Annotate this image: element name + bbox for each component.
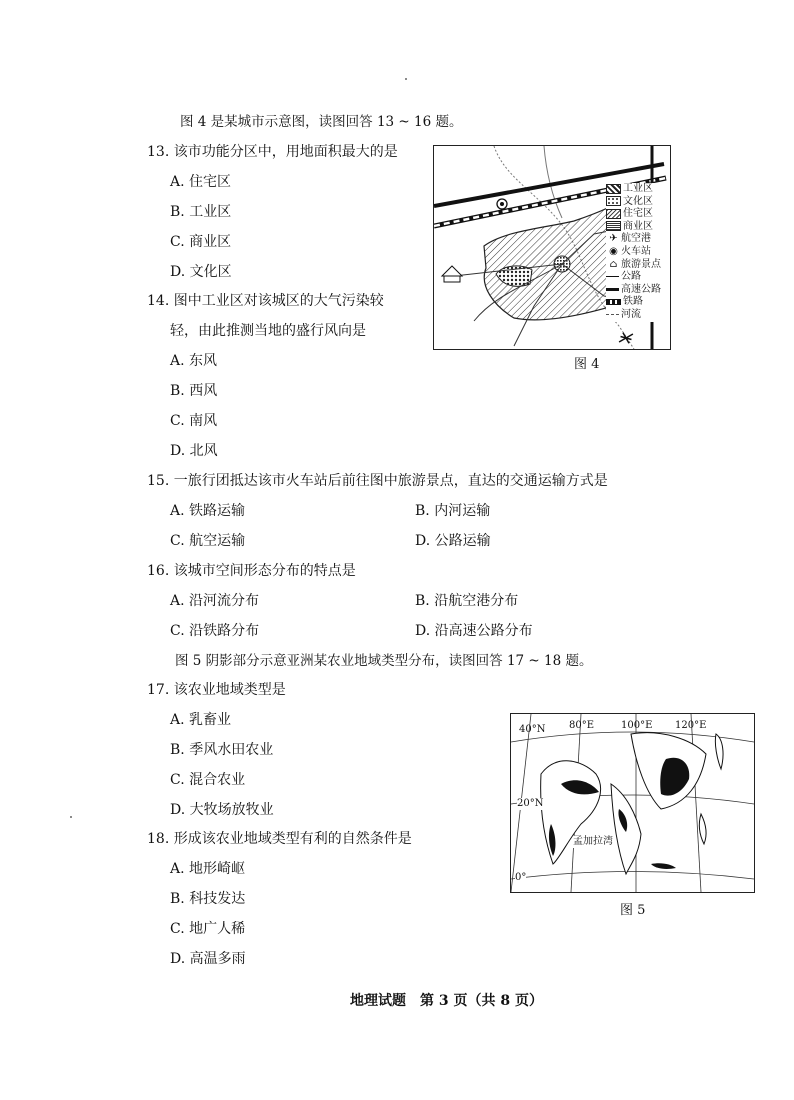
legend-item-industrial: 工业区 [606,183,668,196]
q14-option-b: B. 西风 [170,383,218,399]
q16-stem: 16. 该城市空间形态分布的特点是 [147,563,356,579]
lon-line-120e [691,714,701,892]
lat-label-20n: 20°N [517,798,544,809]
q14-option-a: A. 东风 [170,353,218,369]
train-station-icon: ◉ [609,245,618,257]
q13-stem: 13. 该市功能分区中，用地面积最大的是 [147,144,398,160]
q15-option-c: C. 航空运输 [170,533,246,549]
q18-option-b: B. 科技发达 [170,891,246,907]
q13-option-a: A. 住宅区 [170,174,232,190]
figure-5-asia-map [510,713,755,893]
legend-item-train-station: ◉ 火车站 [606,246,668,259]
q13-option-b: B. 工业区 [170,204,232,220]
legend-item-railway: 铁路 [606,296,668,309]
legend-item-residential: 住宅区 [606,208,668,221]
asia-map-drawing [511,714,754,892]
q15-option-b: B. 内河运输 [415,503,491,519]
q18-stem: 18. 形成该农业地域类型有利的自然条件是 [147,831,412,847]
q17-option-c: C. 混合农业 [170,772,246,788]
q14-option-d: D. 北风 [170,443,218,459]
scan-speck [405,78,407,80]
legend-item-highway: 高速公路 [606,284,668,297]
intro-fig4: 图 4 是某城市示意图，读图回答 13 ~ 16 题。 [180,114,463,130]
page-footer: 地理试题 第 3 页（共 8 页） [350,993,543,1009]
lon-label-80e: 80°E [569,720,595,731]
legend-item-commercial: 商业区 [606,221,668,234]
figure-4-city-map [433,145,671,350]
q14-option-c: C. 南风 [170,413,218,429]
airport-icon [616,329,636,347]
lat-label-0: 0° [515,872,527,883]
q17-option-d: D. 大牧场放牧业 [170,802,274,818]
q16-option-a: A. 沿河流分布 [170,593,260,609]
q18-option-a: A. 地形崎岖 [170,861,246,877]
q16-option-d: D. 沿高速公路分布 [415,623,533,639]
lat-line-0 [511,872,754,880]
fig5-caption: 图 5 [620,903,646,918]
japan-landmass [715,734,723,769]
scenic-spot-icon: ⌂ [609,258,618,270]
india-landmass [541,761,601,864]
train-station-icon [497,199,507,209]
q15-option-a: A. 铁路运输 [170,503,246,519]
scenic-spot-icon [442,266,462,282]
lon-label-100e: 100°E [621,720,653,731]
legend-item-river: 河流 [606,309,668,322]
fig4-caption: 图 4 [574,357,600,372]
intro-fig5: 图 5 阴影部分示意亚洲某农业地域类型分布，读图回答 17 ~ 18 题。 [175,653,593,669]
scan-speck [70,816,72,818]
legend-item-road: 公路 [606,271,668,284]
lon-label-120e: 120°E [675,720,707,731]
q14-stem-line1: 14. 图中工业区对该城区的大气污染较 [147,293,384,309]
bay-of-bengal-label: 孟加拉湾 [573,836,613,847]
rice-area-java [651,863,676,869]
q16-option-c: C. 沿铁路分布 [170,623,260,639]
q18-option-d: D. 高温多雨 [170,951,246,967]
philippines-landmass [699,814,706,844]
q17-option-a: A. 乳畜业 [170,712,232,728]
legend-item-scenic-spot: ⌂ 旅游景点 [606,259,668,272]
q17-stem: 17. 该农业地域类型是 [147,682,286,698]
legend-item-airport: ✈ 航空港 [606,233,668,246]
q18-option-c: C. 地广人稀 [170,921,246,937]
legend-item-culture: 文化区 [606,196,668,209]
fig4-legend-panel [606,183,668,322]
airport-icon: ✈ [609,233,618,245]
q13-option-d: D. 文化区 [170,264,232,280]
lat-label-40n: 40°N [519,724,546,735]
q17-option-b: B. 季风水田农业 [170,742,274,758]
q15-stem: 15. 一旅行团抵达该市火车站后前往图中旅游景点，直达的交通运输方式是 [147,473,608,489]
q13-option-c: C. 商业区 [170,234,232,250]
q16-option-b: B. 沿航空港分布 [415,593,519,609]
q14-stem-line2: 轻，由此推测当地的盛行风向是 [170,323,366,339]
q15-option-d: D. 公路运输 [415,533,491,549]
